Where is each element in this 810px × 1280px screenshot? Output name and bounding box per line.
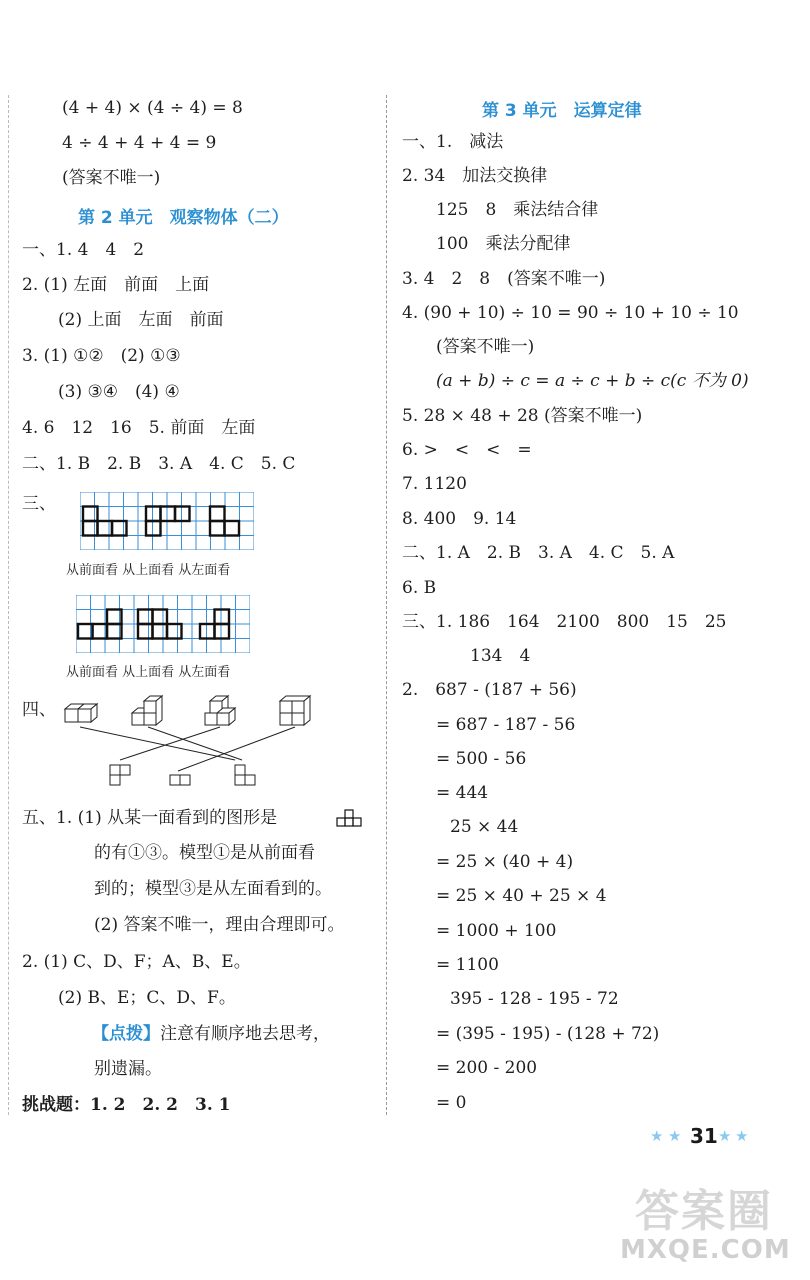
unit-3-title: 第 3 单元 运算定律 xyxy=(482,101,642,121)
answer-line: 一、1. 减法 xyxy=(402,132,504,152)
column-divider xyxy=(386,95,388,1115)
answer-line: = 500 - 56 xyxy=(436,749,527,769)
answer-line: 3. (1) ①② (2) ①③ xyxy=(22,346,181,366)
section-label: 四、 xyxy=(22,700,56,720)
answer-line: 2. 687 - (187 + 56) xyxy=(402,680,577,700)
answer-line: (4 + 4) × (4 ÷ 4) = 8 xyxy=(62,98,243,118)
tip-line: 别遗漏。 xyxy=(94,1059,162,1079)
grid-caption: 从前面看 从上面看 从左面看 xyxy=(66,563,231,578)
answer-line: 25 × 44 xyxy=(450,817,519,837)
matching-diagram xyxy=(60,695,320,795)
answer-line: 395 - 128 - 195 - 72 xyxy=(450,989,619,1009)
answer-line: 6. B xyxy=(402,578,437,598)
cube-model-2 xyxy=(132,696,162,725)
right-column xyxy=(392,0,810,1120)
answer-line: (3) ③④ (4) ④ xyxy=(58,382,180,402)
small-shape-icon xyxy=(335,808,367,828)
answer-line: 7. 1120 xyxy=(402,474,467,494)
answer-line: (a + b) ÷ c = a ÷ c + b ÷ c(c 不为 0) xyxy=(436,371,749,391)
unit-2-title: 第 2 单元 观察物体（二） xyxy=(78,208,289,228)
answer-line: 的有①③。模型①是从前面看 xyxy=(94,843,315,863)
answer-line: (答案不唯一) xyxy=(436,337,535,357)
star-icon: ★ xyxy=(735,1127,749,1145)
view-grid-1 xyxy=(80,492,254,550)
answer-line: = 1000 + 100 xyxy=(436,921,557,941)
matching-lines xyxy=(80,727,295,771)
cube-model-4 xyxy=(280,696,310,725)
answer-line: 2. (1) 左面 前面 上面 xyxy=(22,275,210,295)
answer-line: 五、1. (1) 从某一面看到的图形是 xyxy=(22,808,278,828)
answer-line: 二、1. B 2. B 3. A 4. C 5. C xyxy=(22,454,296,474)
answer-line: 5. 28 × 48 + 28 (答案不唯一) xyxy=(402,406,643,426)
answer-line: = 0 xyxy=(436,1093,467,1113)
answer-line: 4. 6 12 16 5. 前面 左面 xyxy=(22,418,256,438)
tip-line xyxy=(92,1024,330,1044)
star-icon: ★ xyxy=(650,1127,664,1145)
view-options xyxy=(110,765,255,785)
watermark xyxy=(620,1175,805,1275)
answer-line: 4 ÷ 4 + 4 + 4 = 9 xyxy=(62,133,217,153)
answer-line: = 444 xyxy=(436,783,489,803)
view-grid-2 xyxy=(76,595,250,653)
answer-line: (2) 上面 左面 前面 xyxy=(58,310,224,330)
answer-line: = 25 × (40 + 4) xyxy=(436,852,574,872)
answer-line: 125 8 乘法结合律 xyxy=(436,200,599,220)
tip-text: 注意有顺序地去思考， xyxy=(160,1024,330,1044)
cube-model-1 xyxy=(65,704,97,722)
answer-line: 一、1. 4 4 2 xyxy=(22,240,145,260)
watermark-url: MXQE.COM xyxy=(620,1235,791,1265)
cube-model-3 xyxy=(205,696,235,725)
answer-line: = 687 - 187 - 56 xyxy=(436,715,576,735)
answer-line: (2) B、E；C、D、F。 xyxy=(58,988,236,1008)
answer-line: = 1100 xyxy=(436,955,499,975)
answer-line: 2. 34 加法交换律 xyxy=(402,166,548,186)
answer-line: 2. (1) C、D、F；A、B、E。 xyxy=(22,952,251,972)
answer-line: = 25 × 40 + 25 × 4 xyxy=(436,886,607,906)
answer-line: (答案不唯一) xyxy=(62,168,161,188)
left-column xyxy=(0,0,385,1120)
tip-label: 【点拨】 xyxy=(92,1024,160,1044)
answer-line: 3. 4 2 8 (答案不唯一) xyxy=(402,269,606,289)
star-icon: ★ xyxy=(668,1127,682,1145)
challenge-line: 挑战题：1. 2 2. 2 3. 1 xyxy=(22,1095,231,1115)
section-label: 三、 xyxy=(22,494,56,514)
answer-line: 134 4 xyxy=(470,646,531,666)
answer-line: 4. (90 + 10) ÷ 10 = 90 ÷ 10 + 10 ÷ 10 xyxy=(402,303,739,323)
answer-line: 二、1. A 2. B 3. A 4. C 5. A xyxy=(402,543,675,563)
star-icon: ★ xyxy=(718,1127,732,1145)
answer-line: 三、1. 186 164 2100 800 15 25 xyxy=(402,612,727,632)
page-number: 31 xyxy=(690,1124,718,1148)
answer-line: (2) 答案不唯一，理由合理即可。 xyxy=(94,915,345,935)
answer-line: 6. > < < = xyxy=(402,440,532,460)
answer-line: = 200 - 200 xyxy=(436,1058,538,1078)
answer-line: 到的；模型③是从左面看到的。 xyxy=(94,879,332,899)
view-shapes xyxy=(83,507,239,536)
grid-caption: 从前面看 从上面看 从左面看 xyxy=(66,665,231,680)
answer-line: 100 乘法分配律 xyxy=(436,234,571,254)
answer-line: 8. 400 9. 14 xyxy=(402,509,517,529)
answer-line: = (395 - 195) - (128 + 72) xyxy=(436,1024,660,1044)
watermark-brand: 答案圈 xyxy=(635,1186,773,1237)
